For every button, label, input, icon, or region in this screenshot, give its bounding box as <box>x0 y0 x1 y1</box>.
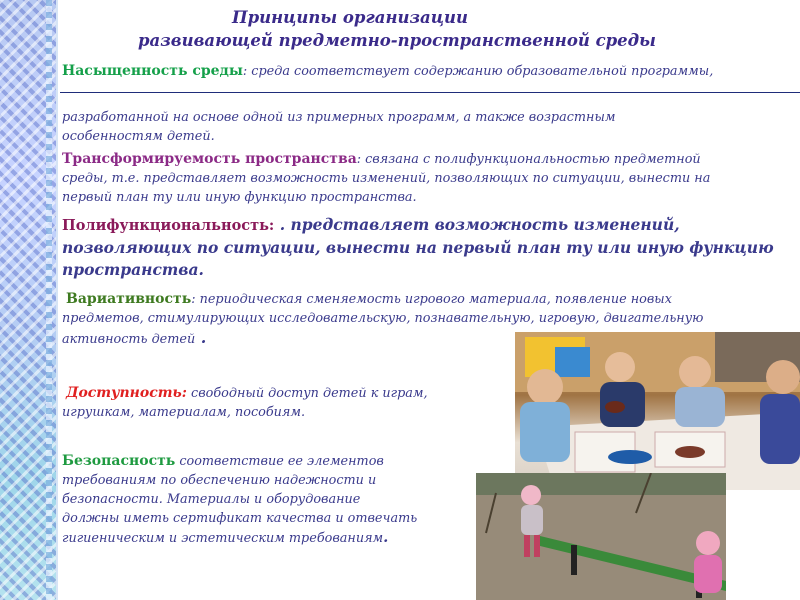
variability-text-end: . <box>195 328 207 347</box>
saturation-text: : среда соответствует содержанию образовательной программы, <box>242 64 714 79</box>
accessibility-text-1: свободный доступ детей к играм, <box>186 386 428 401</box>
variability-text-2: предметов, стимулирующих исследовательскую, познавательную, игровую, двигательную <box>62 311 704 326</box>
decorative-border <box>0 0 58 600</box>
variability-heading: Вариативность <box>66 291 192 307</box>
accessibility-paragraph <box>62 384 502 422</box>
photo-children-at-table <box>515 332 800 490</box>
transformability-heading: Трансформируемость пространства <box>62 151 357 167</box>
transformability-text-2: среды, т.е. представляет возможность изменений, позволяющих по ситуации, вынести на <box>62 171 711 186</box>
safety-heading: Безопасность <box>62 453 176 469</box>
saturation-heading: Насыщенность среды <box>62 63 243 79</box>
saturation-text-cont-1: разработанной на основе одной из примерных программ, а также возрастным <box>62 110 616 125</box>
transformability-paragraph <box>62 150 792 207</box>
safety-text-end: . <box>383 528 389 546</box>
multifunctionality-text-1: . представляет возможность изменений, <box>274 215 680 234</box>
saturation-paragraph <box>62 62 792 81</box>
saturation-continuation <box>62 108 762 146</box>
safety-text-5: гигиеническим и эстетическим требованиям <box>62 531 384 546</box>
variability-text-3: активность детей <box>62 332 196 347</box>
safety-paragraph <box>62 452 482 548</box>
multifunctionality-text-3: пространства. <box>62 260 204 279</box>
accessibility-text-2: игрушкам, материалам, пособиям. <box>62 405 306 420</box>
variability-text-1: : периодическая сменяемость игрового материала, появление новых <box>191 292 672 307</box>
saturation-text-cont-2: особенностям детей. <box>62 129 215 144</box>
safety-text-2: требованиям по обеспечению надежности и <box>62 473 377 488</box>
transformability-text-1: : связана с полифункциональностью предметной <box>356 152 701 167</box>
accessibility-heading: Доступность: <box>66 385 187 401</box>
safety-text-4: должны иметь сертификат качества и отвечать <box>62 511 418 526</box>
page-title <box>60 6 780 52</box>
photo-children-outdoors <box>476 473 726 600</box>
multifunctionality-paragraph <box>62 214 782 281</box>
multifunctionality-heading: Полифункциональность: <box>62 217 275 234</box>
safety-text-1: соответствие ее элементов <box>175 454 384 469</box>
safety-text-3: безопасности. Материалы и оборудование <box>62 492 361 507</box>
transformability-text-3: первый план ту или иную функцию пространства. <box>62 190 417 205</box>
multifunctionality-text-2: позволяющих по ситуации, вынести на первый план ту или иную функцию <box>62 238 774 257</box>
divider-line <box>60 92 800 93</box>
title-line-1: Принципы организации <box>232 8 468 27</box>
title-line-2: развивающей предметно-пространственной среды <box>138 31 656 50</box>
